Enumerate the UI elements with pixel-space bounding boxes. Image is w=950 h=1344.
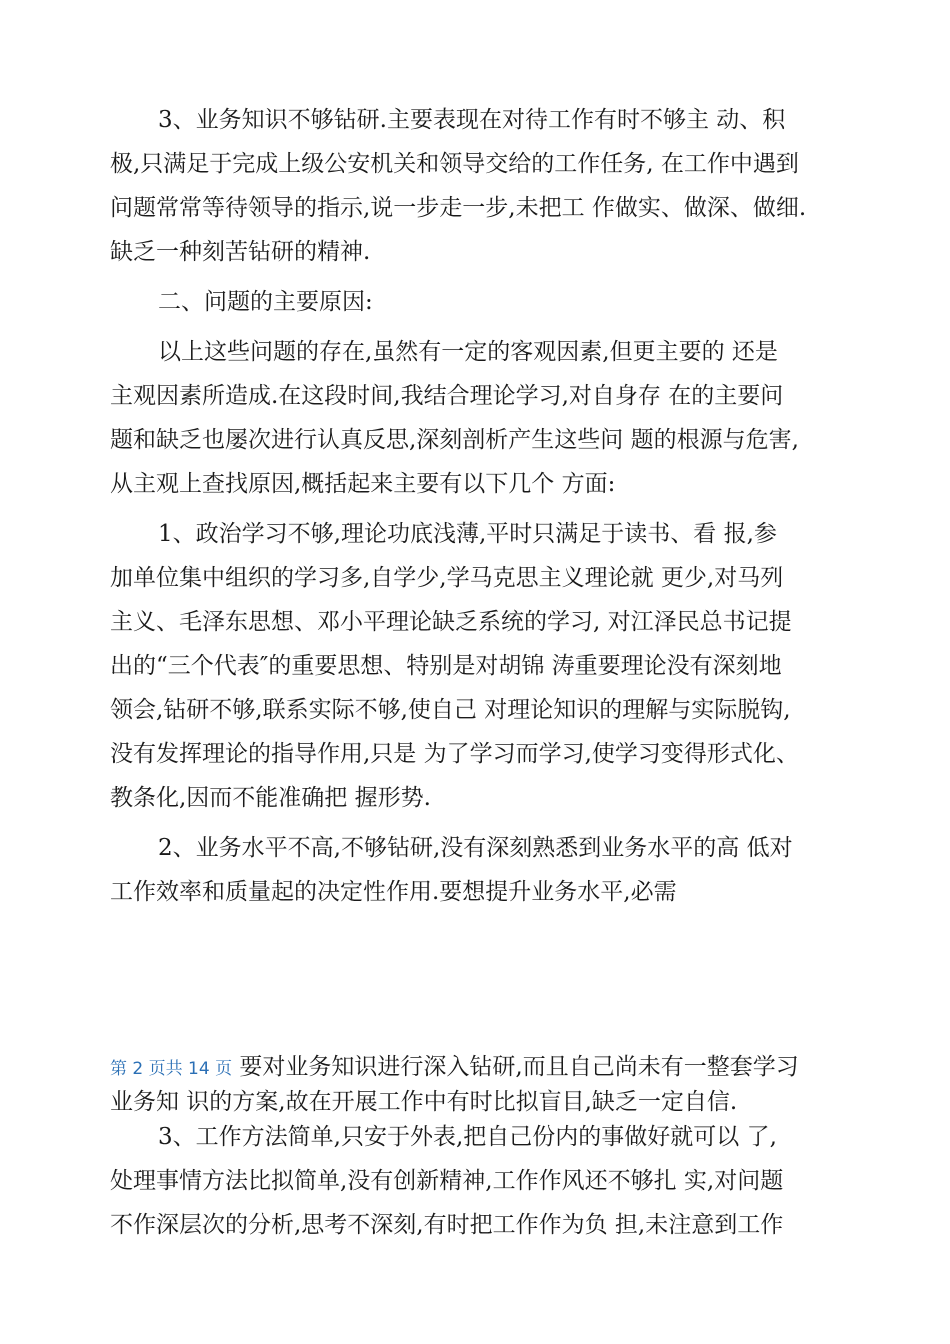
page-break-continuation bbox=[110, 1050, 850, 1120]
text-line: 业务知 识的方案,故在开展工作中有时比拟盲目,缺乏一定自信. bbox=[110, 1089, 738, 1115]
continuation-text: 要对业务知识进行深入钻研,而且自己尚未有一整套学习 bbox=[232, 1054, 799, 1080]
text-line: 工作效率和质量起的决定性作用.要想提升业务水平,必需 bbox=[110, 879, 677, 905]
text-line: 没有发挥理论的指导作用,只是 为了学习而学习,使学习变得形式化、 bbox=[110, 741, 799, 767]
text-line: 主义、毛泽东思想、邓小平理论缺乏系统的学习, 对江泽民总书记提 bbox=[110, 609, 792, 635]
text-line: 出的“三个代表″的重要思想、特别是对胡锦 涛重要理论没有深刻地 bbox=[110, 653, 782, 679]
text-line: 加单位集中组织的学习多,自学少,学马克思主义理论就 更少,对马列 bbox=[110, 565, 784, 591]
paragraph-business-level bbox=[110, 826, 842, 914]
paragraph-political-study bbox=[110, 512, 842, 820]
text-line: 教条化,因而不能准确把 握形势. bbox=[110, 785, 431, 811]
text-line: 不作深层次的分析,思考不深刻,有时把工作作为负 担,未注意到工作 bbox=[110, 1212, 784, 1238]
text-line: 3、业务知识不够钻研.主要表现在对待工作有时不够主 动、积 bbox=[158, 107, 786, 133]
text-line: 领会,钻研不够,联系实际不够,使自己 对理论知识的理解与实际脱钩, bbox=[110, 697, 791, 723]
text-line: 1、政治学习不够,理论功底浅薄,平时只满足于读书、看 报,参 bbox=[158, 521, 777, 547]
document-body bbox=[110, 98, 842, 914]
text-line bbox=[110, 1050, 850, 1085]
paragraph-causes-intro bbox=[110, 330, 842, 506]
paragraph-business-knowledge bbox=[110, 98, 842, 274]
text-line: 处理事情方法比拟简单,没有创新精神,工作作风还不够扎 实,对问题 bbox=[110, 1168, 784, 1194]
text-line: 2、业务水平不高,不够钻研,没有深刻熟悉到业务水平的高 低对 bbox=[158, 835, 793, 861]
text-line: 极,只满足于完成上级公安机关和领导交给的工作任务, 在工作中遇到 bbox=[110, 151, 799, 177]
text-line: 以上这些问题的存在,虽然有一定的客观因素,但更主要的 还是 bbox=[158, 339, 778, 365]
text-line: 3、工作方法简单,只安于外表,把自己份内的事做好就可以 了, bbox=[158, 1124, 777, 1150]
text-line: 从主观上查找原因,概括起来主要有以下几个 方面: bbox=[110, 471, 616, 497]
text-line: 问题常常等待领导的指示,说一步走一步,未把工 作做实、做深、做细. bbox=[110, 195, 807, 221]
text-line: 缺乏一种刻苦钻研的精神. bbox=[110, 239, 371, 265]
section-heading: 二、问题的主要原因: bbox=[158, 289, 373, 315]
page-number-label: 第 2 页共 14 页 bbox=[110, 1059, 233, 1079]
text-line: 题和缺乏也屡次进行认真反思,深刻剖析产生这些问 题的根源与危害, bbox=[110, 427, 799, 453]
paragraph-work-method bbox=[110, 1115, 850, 1247]
text-line: 主观因素所造成.在这段时间,我结合理论学习,对自身存 在的主要问 bbox=[110, 383, 784, 409]
